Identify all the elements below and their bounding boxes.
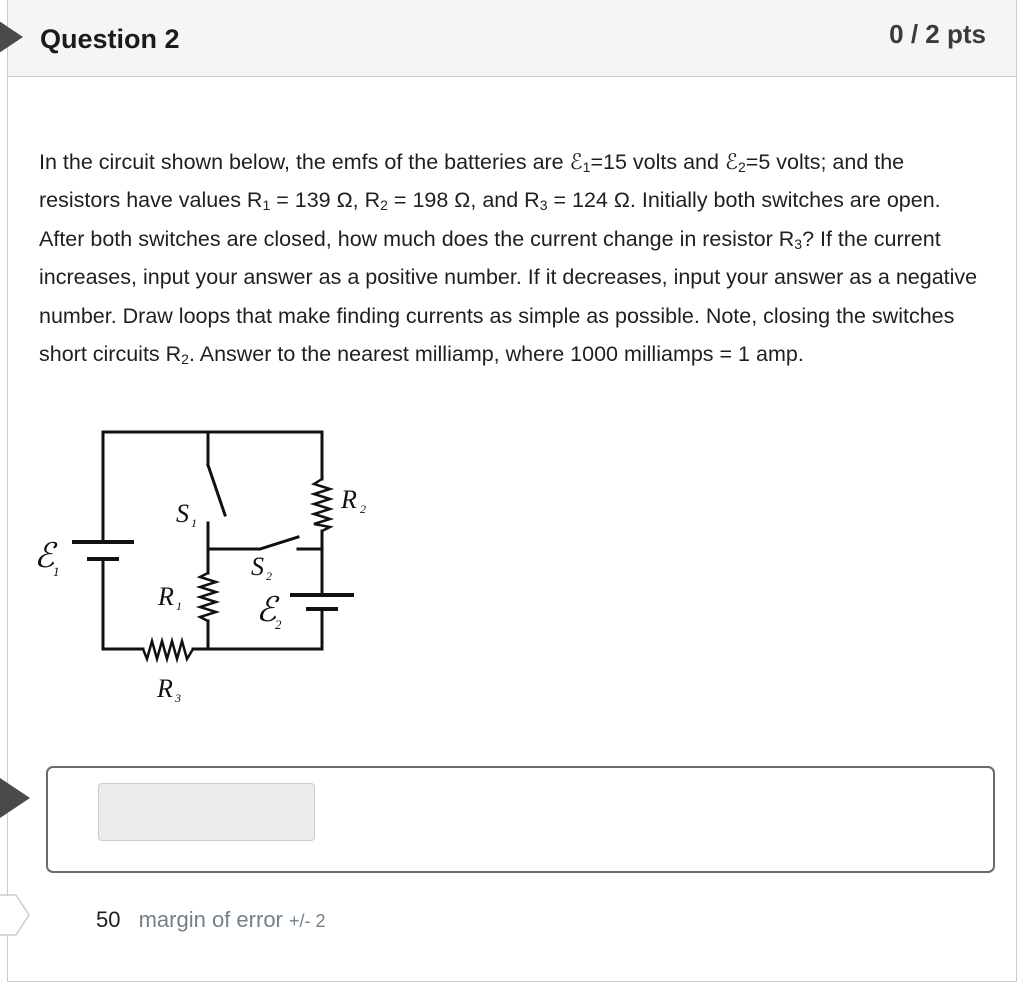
label-r2: R bbox=[341, 485, 357, 514]
emf1-symbol: ℰ bbox=[569, 150, 583, 174]
subscript: 2 bbox=[181, 351, 189, 368]
answer-input[interactable] bbox=[98, 783, 315, 841]
emf2-symbol: ℰ bbox=[724, 150, 738, 174]
label-r3: R bbox=[157, 674, 173, 703]
text-part: ? If the current increases, input your answer as a positive number. If it decreases, input your answer as a negative number. Draw loops that make finding currents as simple as possible. Note, closing the switches short circuits R bbox=[39, 226, 978, 367]
text-part: In the circuit shown below, the emfs of the batteries are bbox=[39, 150, 570, 174]
label-e1-sub: 1 bbox=[53, 564, 60, 579]
resistor-r1-icon bbox=[200, 573, 216, 621]
question-text bbox=[39, 143, 989, 373]
your-answer-arrow-icon bbox=[0, 894, 30, 936]
label-r2-sub: 2 bbox=[360, 502, 366, 516]
label-r1-sub: 1 bbox=[176, 599, 182, 613]
answer-flag-icon bbox=[0, 778, 30, 818]
battery-e1-icon bbox=[72, 542, 134, 559]
circuit-diagram bbox=[30, 425, 370, 715]
subscript: 2 bbox=[380, 197, 388, 214]
subscript: 3 bbox=[794, 235, 803, 252]
subscript: 3 bbox=[539, 197, 548, 214]
text-part: = 124 Ω. Initially both switches are open. After both switches are closed, how much does the current change in resistor R bbox=[39, 188, 941, 251]
question-points: 0 / 2 pts bbox=[889, 19, 986, 49]
resistor-r2-icon bbox=[314, 479, 330, 531]
label-r1: R bbox=[158, 582, 174, 611]
label-s1-sub: 1 bbox=[191, 516, 197, 530]
label-s1: S bbox=[176, 499, 189, 528]
text-part: =15 volts and bbox=[590, 150, 725, 174]
text-part: =5 volts; and the resistors have values R bbox=[39, 150, 905, 213]
margin-label: margin of error bbox=[138, 907, 289, 932]
text-part: . Answer to the nearest milliamp, where 1000 milliamps = 1 amp. bbox=[188, 342, 804, 367]
question-flag-icon[interactable] bbox=[0, 17, 23, 57]
subscript: 2 bbox=[737, 159, 746, 175]
answer-result bbox=[96, 907, 326, 933]
subscript: 1 bbox=[262, 197, 271, 214]
label-e2-sub: 2 bbox=[275, 617, 282, 632]
answer-container bbox=[46, 766, 995, 873]
text-part: = 198 Ω, and R bbox=[387, 188, 540, 213]
battery-e2-icon bbox=[290, 595, 354, 609]
question-header bbox=[8, 0, 1016, 77]
label-e1: ℰ bbox=[34, 538, 55, 575]
margin-value: +/- 2 bbox=[289, 911, 326, 931]
question-title: Question 2 bbox=[40, 24, 180, 54]
label-e2: ℰ bbox=[256, 592, 277, 629]
margin-of-error bbox=[139, 907, 326, 932]
label-r3-sub: 3 bbox=[175, 691, 181, 705]
text-part: = 139 Ω, R bbox=[270, 188, 381, 213]
label-s2: S bbox=[251, 552, 264, 581]
subscript: 1 bbox=[582, 159, 591, 175]
label-s2-sub: 2 bbox=[266, 569, 272, 583]
resistor-r3-icon bbox=[143, 641, 193, 659]
student-answer-value: 50 bbox=[96, 907, 121, 932]
